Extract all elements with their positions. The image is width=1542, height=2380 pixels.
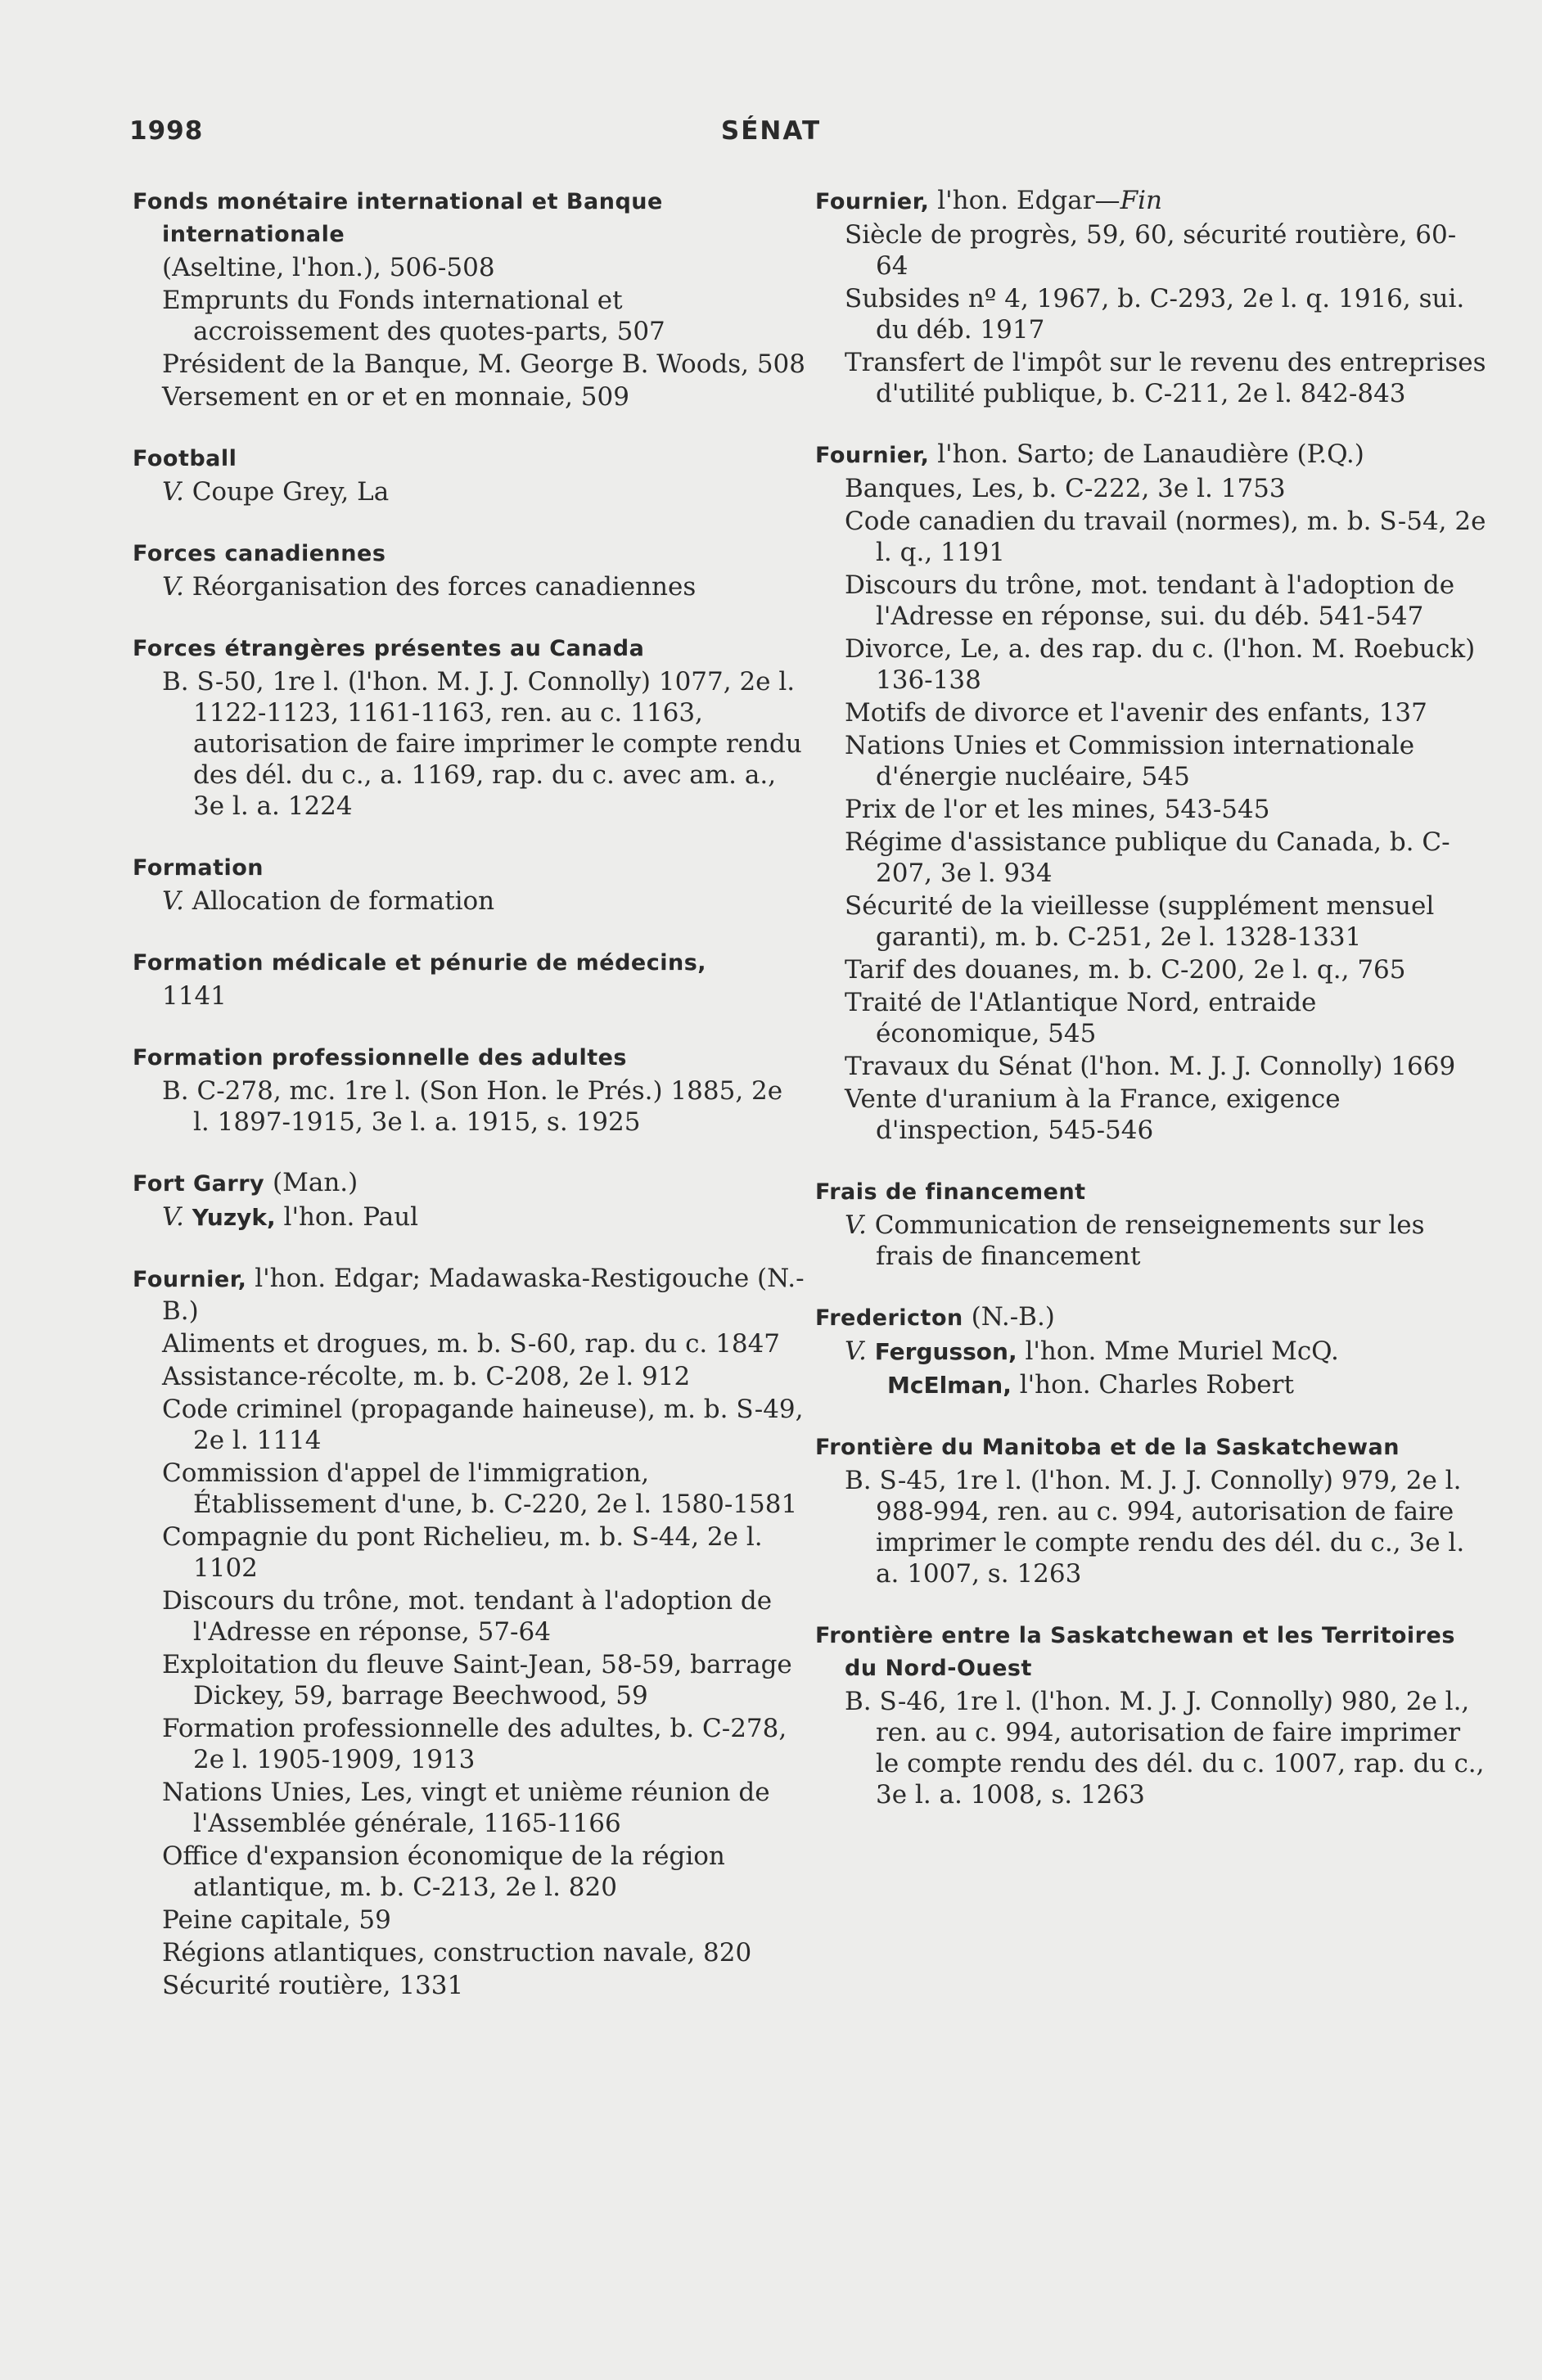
entry-heading	[133, 1167, 805, 1200]
subentry: Siècle de progrès, 59, 60, sécurité routière, 60-64	[845, 220, 1457, 281]
entry-heading	[133, 632, 805, 665]
see-reference: V.	[845, 1336, 867, 1366]
subentry: B. S-46, 1re l. (l'hon. M. J. J. Connolly) 980, 2e l., ren. au c. 994, autorisation de faire imprimer le compte rendu des dél. du c. 1007, rap. du c., 3e l. a. 1008, s. 1263	[845, 1687, 1485, 1810]
subentry: V. Fergusson, l'hon. Mme Muriel McQ.	[845, 1336, 1339, 1366]
entry-heading	[815, 1431, 1486, 1463]
heading-bold: Fonds monétaire international et Banque internationale	[133, 189, 663, 247]
index-entry	[815, 1175, 1486, 1272]
index-entry	[133, 851, 805, 917]
subentry: Transfert de l'impôt sur le revenu des entreprises d'utilité publique, b. C-211, 2e l. 842-843	[845, 348, 1486, 408]
subentry: Tarif des douanes, m. b. C-200, 2e l. q., 765	[845, 955, 1406, 985]
index-entry	[133, 1263, 805, 2001]
index-entry	[815, 1301, 1486, 1401]
entry-heading	[133, 1041, 805, 1074]
subentry: Peine capitale, 59	[162, 1905, 391, 1935]
subentry: B. S-45, 1re l. (l'hon. M. J. J. Connolly) 979, 2e l. 988-994, ren. au c. 994, autorisation de faire imprimer le compte rendu des dél. du c., 3e l. a. 1007, s. 1263	[845, 1466, 1465, 1589]
entry-heading	[815, 439, 1486, 471]
see-reference: V.	[845, 1210, 867, 1240]
subentry: Discours du trône, mot. tendant à l'adoption de l'Adresse en réponse, sui. du déb. 541-547	[845, 570, 1455, 631]
heading-bold: Forces canadiennes	[133, 541, 386, 566]
heading-bold: Fournier,	[815, 443, 930, 468]
index-entry	[815, 185, 1486, 409]
heading-bold: Fournier,	[133, 1267, 247, 1292]
subentry: Formation professionnelle des adultes, b. C-278, 2e l. 1905-1909, 1913	[162, 1714, 787, 1774]
heading-bold: Frontière entre la Saskatchewan et les Territoires du Nord-Ouest	[815, 1623, 1455, 1681]
subentry: Régime d'assistance publique du Canada, b. C-207, 3e l. 934	[845, 827, 1450, 888]
subentry: Emprunts du Fonds international et accroissement des quotes-parts, 507	[162, 286, 665, 346]
entry-heading	[133, 185, 805, 250]
heading-bold: Fournier,	[815, 189, 930, 214]
subentry: Subsides nº 4, 1967, b. C-293, 2e l. q. 1916, sui. du déb. 1917	[845, 284, 1465, 345]
heading-continuation: 1141	[162, 981, 227, 1011]
heading-rest: (Man.)	[264, 1168, 358, 1197]
entry-heading	[133, 946, 805, 979]
index-entry	[133, 537, 805, 602]
subentry: Divorce, Le, a. des rap. du c. (l'hon. M. Roebuck) 136-138	[845, 634, 1476, 695]
subentry: V. Yuzyk, l'hon. Paul	[162, 1202, 419, 1232]
subentry: V. Communication de renseignements sur les frais de financement	[845, 1210, 1425, 1271]
subentry: Office d'expansion économique de la région atlantique, m. b. C-213, 2e l. 820	[162, 1841, 725, 1902]
heading-bold: Formation médicale et pénurie de médecins,	[133, 950, 707, 976]
see-reference: V.	[162, 886, 184, 916]
subentry: Vente d'uranium à la France, exigence d'inspection, 545-546	[845, 1084, 1341, 1145]
index-entry	[133, 632, 805, 822]
subentry: Nations Unies et Commission internationale d'énergie nucléaire, 545	[845, 731, 1415, 791]
subentry: Président de la Banque, M. George B. Woods, 508	[162, 349, 805, 379]
see-reference: V.	[162, 572, 184, 602]
index-entry	[133, 185, 805, 412]
subentry: McElman, l'hon. Charles Robert	[887, 1370, 1294, 1400]
entry-heading	[133, 1263, 805, 1327]
entry-heading	[133, 442, 805, 475]
entry-heading	[815, 185, 1486, 218]
heading-rest: l'hon. Sarto; de Lanaudière (P.Q.)	[929, 439, 1364, 469]
subentry: Aliments et drogues, m. b. S-60, rap. du c. 1847	[162, 1329, 781, 1359]
index-entry	[815, 1431, 1486, 1589]
subentry: Banques, Les, b. C-222, 3e l. 1753	[845, 474, 1286, 503]
subentry: Prix de l'or et les mines, 543-545	[845, 795, 1270, 824]
heading-bold: Forces étrangères présentes au Canada	[133, 636, 645, 661]
subentry: Assistance-récolte, m. b. C-208, 2e l. 912	[162, 1362, 691, 1391]
subentry: Sécurité de la vieillesse (supplément mensuel garanti), m. b. C-251, 2e l. 1328-1331	[845, 891, 1435, 952]
heading-rest: (N.-B.)	[963, 1302, 1055, 1332]
page-number: 1998	[129, 116, 204, 146]
heading-bold: Formation professionnelle des adultes	[133, 1045, 627, 1071]
entry-heading	[133, 537, 805, 570]
heading-italic: Fin	[1120, 186, 1162, 215]
subentry: Travaux du Sénat (l'hon. M. J. J. Connolly) 1669	[845, 1052, 1456, 1081]
subentry: Compagnie du pont Richelieu, m. b. S-44, 2e l. 1102	[162, 1522, 763, 1583]
index-entry	[133, 1041, 805, 1138]
subentry: Exploitation du fleuve Saint-Jean, 58-59, barrage Dickey, 59, barrage Beechwood, 59	[162, 1650, 792, 1711]
heading-bold: Football	[133, 446, 237, 471]
heading-bold: Formation	[133, 855, 264, 881]
heading-bold: Fort Garry	[133, 1171, 265, 1197]
heading-bold: Fredericton	[815, 1305, 963, 1331]
subentry: V. Coupe Grey, La	[162, 477, 390, 507]
heading-bold: Frais de financement	[815, 1179, 1086, 1205]
subentry: Discours du trône, mot. tendant à l'adoption de l'Adresse en réponse, 57-64	[162, 1586, 773, 1647]
see-reference: V.	[162, 1202, 184, 1232]
index-entry	[133, 946, 805, 1012]
entry-heading	[815, 1175, 1486, 1208]
entry-heading	[133, 851, 805, 884]
subentry: (Aseltine, l'hon.), 506-508	[162, 253, 495, 282]
subentry: Nations Unies, Les, vingt et unième réunion de l'Assemblée générale, 1165-1166	[162, 1778, 770, 1838]
index-entry	[133, 442, 805, 507]
subentry: V. Allocation de formation	[162, 886, 495, 916]
heading-rest: l'hon. Edgar—Fin	[929, 186, 1162, 215]
index-entry	[133, 1167, 805, 1233]
right-column	[815, 185, 1486, 1840]
subentry: Sécurité routière, 1331	[162, 1971, 464, 2000]
reference-name: Fergusson,	[874, 1338, 1017, 1365]
subentry: Versement en or et en monnaie, 509	[162, 382, 629, 412]
see-reference: V.	[162, 477, 184, 507]
index-entry	[815, 439, 1486, 1146]
heading-rest: l'hon. Edgar; Madawaska-Restigouche (N.-B.)	[162, 1264, 805, 1326]
heading-bold: Frontière du Manitoba et de la Saskatchewan	[815, 1435, 1400, 1460]
subentry: Traité de l'Atlantique Nord, entraide économique, 545	[845, 988, 1317, 1048]
reference-name: Yuzyk,	[192, 1204, 276, 1231]
subentry: B. C-278, mc. 1re l. (Son Hon. le Prés.) 1885, 2e l. 1897-1915, 3e l. a. 1915, s. 1925	[162, 1076, 783, 1137]
subentry: Code canadien du travail (normes), m. b. S-54, 2e l. q., 1191	[845, 507, 1486, 567]
index-entry	[815, 1619, 1486, 1810]
subentry: B. S-50, 1re l. (l'hon. M. J. J. Connolly) 1077, 2e l. 1122-1123, 1161-1163, ren. au c. 1163, autorisation de faire imprimer le compte rendu des dél. du c., a. 1169, rap. du c. avec am. a., 3e l. a. 1224	[162, 667, 802, 821]
entry-heading	[815, 1301, 1486, 1334]
running-head: SÉNAT	[720, 116, 822, 146]
entry-heading	[815, 1619, 1486, 1684]
reference-name: McElman,	[887, 1372, 1012, 1399]
subentry: Motifs de divorce et l'avenir des enfants, 137	[845, 698, 1427, 728]
subentry: V. Réorganisation des forces canadiennes	[162, 572, 697, 602]
left-column	[133, 185, 805, 2031]
subentry: Commission d'appel de l'immigration, Établissement d'une, b. C-220, 2e l. 1580-1581	[162, 1458, 798, 1519]
subentry: Code criminel (propagande haineuse), m. b. S-49, 2e l. 1114	[162, 1395, 804, 1455]
subentry: Régions atlantiques, construction navale, 820	[162, 1938, 752, 1968]
